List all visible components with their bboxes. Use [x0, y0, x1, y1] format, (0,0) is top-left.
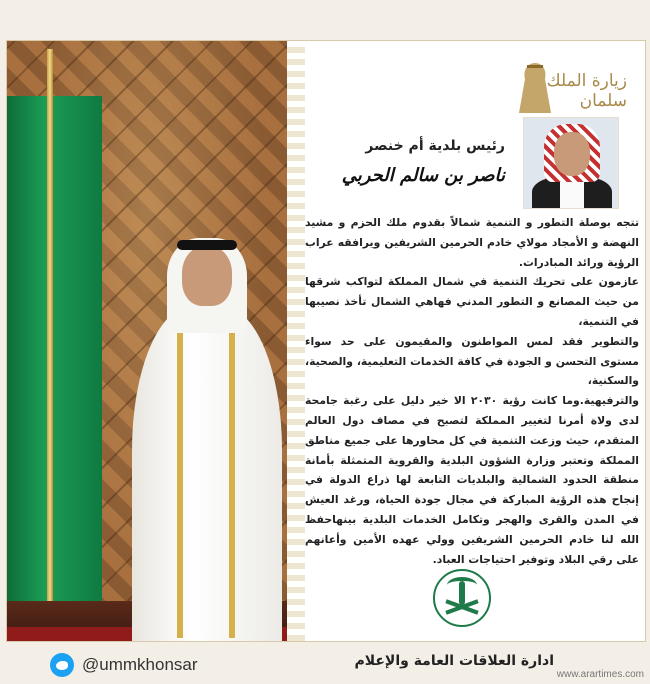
mayor-photo	[523, 117, 619, 209]
department-name: ادارة العلاقات العامة والإعلام	[354, 653, 554, 669]
saudi-emblem-icon	[433, 569, 491, 627]
poster-frame	[6, 40, 646, 642]
article-paragraph: والتطوير فقد لمس المواطنون والمقيمون على حد سواء مستوى التحسن و الجودة في كافة الخدمات التعليمية، والصحية، والسكنية،	[305, 334, 639, 388]
mayor-title: رئيس بلدية أم خنصر	[365, 138, 505, 154]
article-body	[305, 213, 639, 569]
mayor-signature: ناصر بن سالم الحربي	[341, 165, 505, 186]
logo-text: زيارة الملك سلمان	[546, 71, 627, 111]
king-photo	[7, 41, 287, 641]
flagpole	[47, 49, 53, 641]
decorative-border	[287, 41, 305, 641]
visit-logo	[507, 59, 627, 117]
content-panel	[305, 41, 645, 641]
robe	[132, 306, 282, 641]
face	[182, 246, 232, 306]
king-figure	[127, 246, 285, 641]
bisht-trim-left	[177, 308, 183, 638]
mayor-face	[554, 132, 590, 176]
saudi-flag	[7, 96, 102, 616]
article-paragraph: عازمون على تحريك التنمية في شمال المملكة لتواكب شرقها من حيث المصانع و التطور المدني فهاهي الشمال تأخذ نصيبها في التنمية،	[305, 275, 639, 328]
twitter-handle: @ummkhonsar	[82, 655, 198, 674]
bisht-trim-right	[229, 308, 235, 638]
watermark: www.arartimes.com	[556, 669, 644, 680]
article-paragraph: تتجه بوصلة التطور و التنمية شمالاً بقدوم ملك الحزم و مشيد النهضة و الأمجاد مولاي خادم الحرمين الشريفين ويرافقه عراب الرؤية ورائد المبادرات.	[305, 216, 639, 269]
palm-trunk	[459, 581, 465, 605]
agal	[177, 240, 237, 250]
article-paragraph: والترفيهية.وما كانت رؤية ٢٠٣٠ الا خير دليل على رغبة جامحة لدى ولاة أمرنا لتغيير المملكة لتصبح في مصاف دول العالم المتقدم، حيث وزعت التنمية في كل محاورها على جميع مناطق المملكة وتعتبر وزارة الشؤون البلدية والقروية المتمثلة بأمانة منطقة الحدود الشمالية والبلديات التابعة لها ذراع الدولة في إنجاح هذه الرؤية المباركة في مجال جودة الحياة، ورغد العيش في المدن والقرى والهجر وتكامل الخدمات البلدية بينهاحفظ الله لنا خادم الحرمين الشريفين وولي عهده الأمين وأعانهم على رقي البلاد وتوفير احتياجات العباد.	[305, 394, 639, 566]
twitter-icon	[50, 653, 74, 677]
twitter-link[interactable]	[50, 653, 198, 677]
